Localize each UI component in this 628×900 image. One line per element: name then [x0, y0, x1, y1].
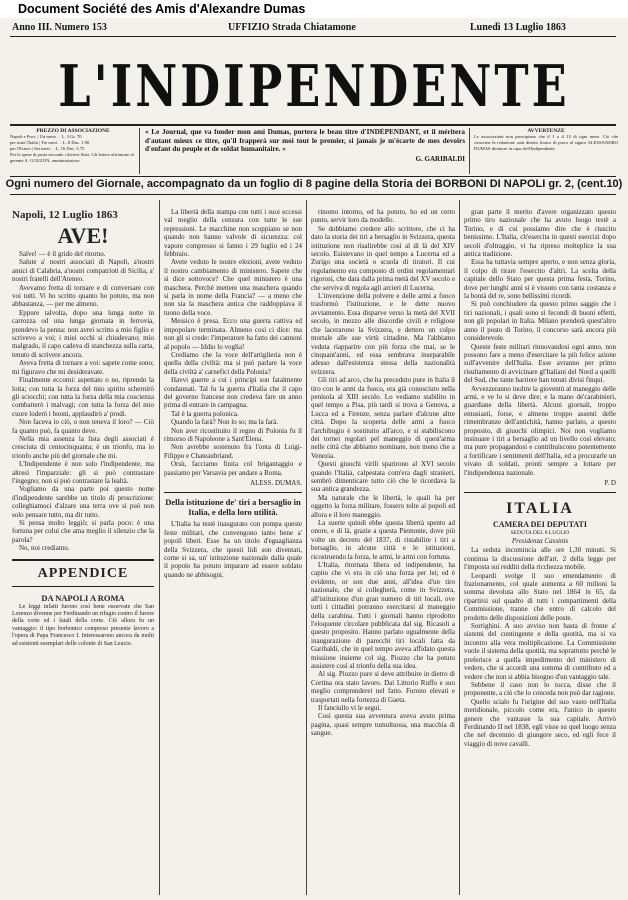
signature: ALESS. DUMAS. [250, 479, 302, 487]
paragraph: Sebbene il caso non lo tocca, disse che il proponente, a ciò che lo conceda non può dar ragione. [464, 680, 616, 698]
paragraph: Avete veduto le nostre elezioni, avete veduto il nostro cambiamento di ministero. Sapete che si dice sottovoce? Che quel ministero è una maschera. Perchè mettere una maschera quando si parla in nome della Francia? — a meno che non sia la maschera antica che raddoppiava il tuono della voce. [164, 258, 302, 317]
header-rule [10, 36, 616, 37]
paragraph: Sorrighini. A suo avviso non basta di fronte a' sistemi del contingente e della quotità, ma si va incontro alla vera moltiplicazione. La Commissione vuole il sistema della quotità, ma soprattutto perchè le preferisce a quella impedimento del ministero di vedere, che si accordi una somma di contributo ed a vedere che non si abbia bisogno d'un vantaggio tale. [464, 622, 616, 681]
paragraph: Essa ha tuttavia sempre aperto, e non senza gloria, il colpo di tirare l'esercito d'altri. La scelta della capitale dello Stato per questa prima festa, Torino, dove per lunghi anni si è vissuto con tanta costanza e la bontà del re, sono bellissimi ricordi. [464, 258, 616, 301]
paragraph: Ma naturale che le libertà, le quali ha per oggetto la forza militare, fossero tolte ai popoli ed allora e il loro maneggio. [311, 493, 455, 519]
italia-headline: ITALIA [506, 500, 574, 518]
banner-rule-top [10, 176, 616, 177]
office-address: UFFIZIO Strada Chiatamone [228, 22, 356, 33]
paragraph: L'invenzione della polvere e delle armi a fuoco trasformò l'istituzione, e le dette nuovo avviamento. Essa disparve verso la metà del XVII secolo, in mezzo alle discordie civili e religiose che lacerarono la Svizzera, e dettero un colpo mortale alle sue virtù cittadine. Ma l'abbiamo veduta riapparire con più forza che mai, se le cinquant'anni, ed essa sembrava inseparabile adesso dall'esistenza stessa della nazionalità svizzera. [311, 292, 455, 376]
article-rule [164, 492, 302, 493]
paragraph: La suerte quindi ebbe questa libertà spento ad onore, e di là, grazie a questa Piemonte, dove più volte un decreto del 1837, di ristabilire i tiri a bersaglio, in alcune città e le istituzioni, ricostruendo la forza, le armi, le armi con fortuna. [311, 519, 455, 561]
paragraph: Havvi guerre a cui i principi son fatalmente condannati. Tal fu la guerra d'Italia che il capo del governo francese non credeva fare un anno prima di entrare in campagna. [164, 376, 302, 410]
paragraph: Al sig. Piozzo pure si deve attribuire in dietro di Cortina ora stato lavoro. Dai Littorio Ruffo e suo meglio comprenderei nel fatto. Furono elevati e trasportati nella fortezza di Gaeta. [311, 670, 455, 704]
masthead-rule [10, 124, 616, 126]
column-2 [164, 208, 302, 898]
subscription-title: PREZZO DI ASSOCIAZIONE [36, 128, 110, 134]
supplement-banner: Ogni numero del Giornale, accompagnato da un foglio di 8 pagine della Storia dei BORBONI DI NAPOLI gr. 2, (cent.10) [5, 178, 623, 190]
italia-rule [464, 492, 616, 493]
paragraph: Se dobbiamo credere allo scrittore, che ci ha dato la storia dei tiri a bersaglio in Svizzera, questa istituzione non risalirebbe così al di là del XIV secolo. Esistevano in quel tempo a Lucerna ed a Zurigo una società o scuola di tiratori. Il cui regolamento era composto di ordini regolamentari rigorosi, che data dalla prima metà del XV secolo e che serviva di regola agli arcieri di Lucerna. [311, 224, 455, 292]
paragraph: L'Italia, ritornata libera ed indipendente, ha capito che vi era in ciò una forza per lei; ed è evidente, or son due anni, all'idea d'un tiro nazionale, che si collegherà, come in Svizzera, all'istituzione d'un gran numero di tiri locali, ove tutti i cittadini potranno esercitarsi al maneggio della carabina. Tutti i giornali hanno riprodotto l'eloquente circolare pubblicata dal sig. Ricasoli a questo proposito. Hanno parlato ugualmente della inaugurazione di parecchi tiri locali fatta da Garibaldi, che in quel tempo aveva affidato questa missione insieme col sig. Piozzo che ha potuto assistere così al trionfo della sua idea. [311, 561, 455, 670]
paragraph: rinomo intorno, ed ha potuto, ho ed un certo punto, servir loro da modello. [311, 208, 455, 225]
issue-date: Lunedì 13 Luglio 1863 [470, 22, 566, 33]
divider [469, 128, 470, 174]
paragraph: No, noi crediamo. [19, 544, 70, 553]
appendice-rule [12, 559, 154, 561]
banner-rule-bottom [10, 194, 616, 195]
masthead: L'INDIPENDENTE [58, 52, 570, 120]
paragraph: La seduta incomincia alle ore 1,30 minuti. Si continua la discussione dell'art. 2 della legge per l'imposta sui redditi della ricchezza mobile. [464, 546, 616, 572]
notice-text: Le associazioni non principiano che il 1 o il 15 di ogni mese. Ciò che concerne la redazione sarà diretto franco di porto al signor ALESSANDRO DUMAS direttore in capo dell'Indipendente. [474, 134, 618, 151]
paragraph: Avvezzeranno inoltre la gioventù al maneggio delle armi, e ve lo si deve dire; e la mano de'carabinieri, guardiane della libertà. Alcuni giornali, troppo entusiasti, forse, e almeno troppo assenti delle rimembranze dell'antichità, hanno parlato, a questo proposito, di giuochi olimpici. Noi non vogliamo insinuare i tiri a bersaglio ad un livello così elevato; ma pure propagandosi e contribuiscono potentemente a fortificare i sentimenti dell'Italia, ed a procurarle un vivaio di soldati, pronti sempre a lottare per l'indipendenza nazionale. [464, 384, 616, 477]
paragraph: Orsù, facciamo finita col brigantaggio e passiamo per Varsavia per andare a Roma. [164, 460, 302, 477]
paragraph: Nella mia assenza la lista degli associati è cresciuta di centocinquanta; è un trionfo, ma io trionfo anche più del giornale che mi. [12, 434, 154, 460]
paragraph: La libertà della stampa con tutti i suoi eccessi val meglio della censura con tutte le sue repressioni. Le macchine non scoppiano se non quando non hanno valvole di sicurezza: col vapore compresso si fanno i 29 luglio ed i 24 febbraio. [164, 208, 302, 259]
appendice-title: APPENDICE [37, 565, 129, 581]
paragraph: Il fanciullo vi le seguì. [318, 703, 382, 712]
paragraph: Crediamo che la voce dell'artiglieria non è quella della civiltà: ma si può parlare la voce della civiltà a' carnefici della Polonia? [164, 350, 302, 376]
paragraph: Non faceva io ciò, o non teneva il loro? — Ciò fa quanto può, fa quanto deve. [12, 418, 154, 435]
quote-signature: G. GARIBALDI [415, 154, 465, 163]
subscription-line: Per le spese di posta secondo i diversi Stati. Gli lettere affrancate al gerente A. GOUZON, amministratore. [10, 152, 134, 163]
notice-box [474, 128, 618, 174]
column-divider [306, 200, 307, 895]
paragraph: L'Indipendente è non solo l'indipendente, ma altresì l'imparziale: gli si può contrastare l'ingegno; non si può contrastare la lealtà. [12, 460, 154, 485]
paragraph: Finalmente eccomi: aspettato o no, riprendo la lotta; con tutta la forza del mio spirito schernirò gli sciocchi; con tutta la forza della mia coscienza combatterò i malvagi; con tutta la forza del mio cuore loderò i buoni, applaudirò a' prodi. [12, 376, 154, 418]
paragraph: Queste feste militari rinnovandosi ogni anno, non possono fare a meno d'esercitare la più felice azione sull'avvenire dell'Italia. Esse avranno per primo risultamento di avvicinare gl'Italiani del Nord a quelli del Sud, che tante barriere han tenuti divisi finqui. [464, 342, 616, 385]
divider [139, 128, 140, 174]
paragraph: Quando la farà? Non lo so; ma la farà. [171, 418, 279, 427]
paragraph: Così questa sua avventura aveva avuto prima pagina, quasi sempre tumultuosa, una macchia di sangue. [311, 712, 455, 738]
appendice-subtitle: DA NAPOLI A ROMA [41, 592, 125, 603]
appendice-rule [12, 586, 154, 587]
article-title: Della istituzione de' tiri a bersaglio in Italia, e della loro utilità. [165, 497, 301, 518]
notice-title: AVVERTENZE [527, 128, 565, 134]
presidenza: Presidenza Cassinis [511, 537, 569, 546]
column-divider [459, 200, 460, 895]
paragraph: gran parte il merito d'avere organizzato questo primo tiro nazionale che ha avuto luogo testè a Torino, e di cui possiamo dire che è riuscito benissimo. L'Italia, ch'esercita in questi esercizi dopo secoli d'oltraggio, vi ha ripreso molteplice la sua antica tradizione. [464, 208, 616, 259]
subscription-line: per l'Estero | Sei mesi . . L. 16 Duc. 3.75 [10, 146, 85, 151]
paragraph: Leopardi svolge il suo emendamento di frazionamento, col quale aumenta a 60 milioni la somma devoluta allo Stato nel 1864 in 65, da ripartirsi sul quadro di tutti i compartimenti della Commissione, tranne che entro di calcolo del prodotto delle disposizioni delle poste. [464, 571, 616, 622]
garibaldi-quote [145, 128, 465, 174]
paragraph: Aveva fretta di tornare a voi: sapete come sono; mi figuravo che mi desideravate. [12, 359, 154, 376]
paragraph: Questi giuochi virili sparirono al XVI secolo quando l'Italia, calpestata com'era dagli stranieri, sembrò dimenticare tutto ciò che le ricordava la sua antica grandezza. [311, 460, 455, 494]
issue-number: Anno III. Numero 153 [12, 22, 107, 33]
paragraph: Non avrebbe sostenuto fra l'onta di Luigi-Filippo e Chateaubriand. [164, 443, 302, 460]
paragraph: Messico è presa. Ecco una guerra cattiva ed impopolare terminata. Almeno così ci dice: ma non gli si crede: l'imperatore ha fatto dei cannoni al popolo — Iddio lo voglia! [164, 317, 302, 351]
appendice-text: Le leggi infatti furono così bene osservate che San Lorenzo divenne per Ferdinando un rifugio contro il furore della corte ed i fatali della corte. Ciò allora fu un vantaggio: il tipo borbonico compreso presente lavoro a l'opera di Papa Francesco I. Interessarono ancora da molti ad esistenti esemplari delle colonie di San Leucio. [12, 603, 154, 647]
paragraph: Non aver ricostituito il regno di Polonia fu il rimorso di Napoleone a Sant'Elena. [164, 426, 302, 443]
quote-text: « Le Journal, que va fonder mon ami Dumas, portera le beau titre d'INDÉPENDANT, et il méritera d'autant mieux ce titre, qu'il frapperà sur moi tout le premier, si jamais je m'écarte de mes devoirs d'enfant du peuple et de soldat humanitaire. » [145, 128, 465, 154]
column-divider [159, 200, 160, 895]
paragraph: Eppure talvolta, dopo una lunga notte in carrozza od una lunga giornata in ferrovia, prendevo la penna: non avrei scritto a mio figlio e scrivevo a voi; i miei occhi si chiudevano; mio malgrado, il capo cadeva di stanchezza sulla carta, tenuto di scrivere ancora. [12, 308, 154, 359]
paragraph: Avevamo fretta di tornare e di conversare con voi tutti. Vi ho scritto quanto ho potuto, ma non abbastanza, — per me almeno. [12, 283, 154, 309]
document-title: Document Société des Amis d'Alexandre Dumas [0, 0, 628, 18]
column-1 [12, 208, 154, 898]
paragraph: Quello scialo fu l'origine del suo vasto nell'Italia meridionale, piccolo come era, l'unico in questo genere che vantasse la sua capitale. Arrivò Ferdinando II nel 1838, egli visse su quel luogo senza che nel decennio di giungere seco, ed egli fece il viaggio di nove cavalli. [464, 697, 616, 748]
paragraph: Si pensa molto leggiò; si parla poco: è una fortuna per colui che ama meglio il silenzio che la parola? [12, 519, 154, 544]
dateline: Napoli, 12 Luglio 1863 [12, 209, 118, 221]
paragraph: Gli tiri ad arco, che ha preceduto pure in Italia il tiro con le armi da fuoco, era già conosciuto nella penisola al XIII secolo. Lo vediamo stabilito in quel tempo a Pisa, più tardi si trova a Genova, a Lucca ed a Firenze, senza parlare d'alcune altre città. Dopo la scoperta delle armi a fuoco l'archibugio è sostituito all'arco, e si stabiliscono dei tornei regolari pel maneggio di quest'arma nelle città che abbiamo nominate, non meno che a Venezia. [311, 376, 455, 460]
subscription-line: per tutta l'Italia | Tre mesi . . L. 8 Duc. 1.90 [10, 140, 90, 145]
paragraph: Salve! — è il grido del ritorno. [19, 250, 106, 258]
column-3 [311, 208, 455, 898]
paragraph: Vogliamo da una parte poi questo nome d'indipendente sarebbe un titolo di proscrizione: colleghiamoci d'alzare una terra ove si può non solo pensare tutto, ma dir tutto. [12, 485, 154, 519]
signature: P. D [604, 479, 616, 487]
camera-subtitle: SEDUTA DEL 8 LUGLIO [510, 530, 570, 537]
paragraph: Tal è la guerra polonica. [171, 409, 239, 418]
ave-headline: AVE! [57, 223, 109, 248]
paragraph: Si può conchiudere da questo primo saggio che i tiri nazionali, i quali sono sì fecondi di buoni effetti, non gli popolari in Italia. Milano prenderà quest'altro anno il posto di Torino, il concorso sarà ancora più considerevole. [464, 300, 616, 343]
camera-title: CAMERA DEI DEPUTATI [493, 520, 587, 530]
subscription-line: Napoli e Prov. | Un mese . . L. 3 Gr. 70 [10, 134, 82, 139]
paragraph: Salute a' nostri associati di Napoli, a'nostri amici di Calabria, a'nostri compatrioti di Sicilia, a' nostri fratelli dell'Ateneo. [12, 258, 154, 284]
column-4 [464, 208, 616, 898]
article-text: L'Italia ha testè inaugurato con pompa queste feste militari, che convengono tanto bene a' popoli liberi. Esse ha un titolo d'eguaglianza della Svizzera, che questi lidi son diventati, come si sa, un' istituzione nazionale dalla quale il popolo ha potuto imparare ad essere soldato quando ne abbisogni. [164, 520, 302, 579]
subscription-box [10, 128, 136, 174]
